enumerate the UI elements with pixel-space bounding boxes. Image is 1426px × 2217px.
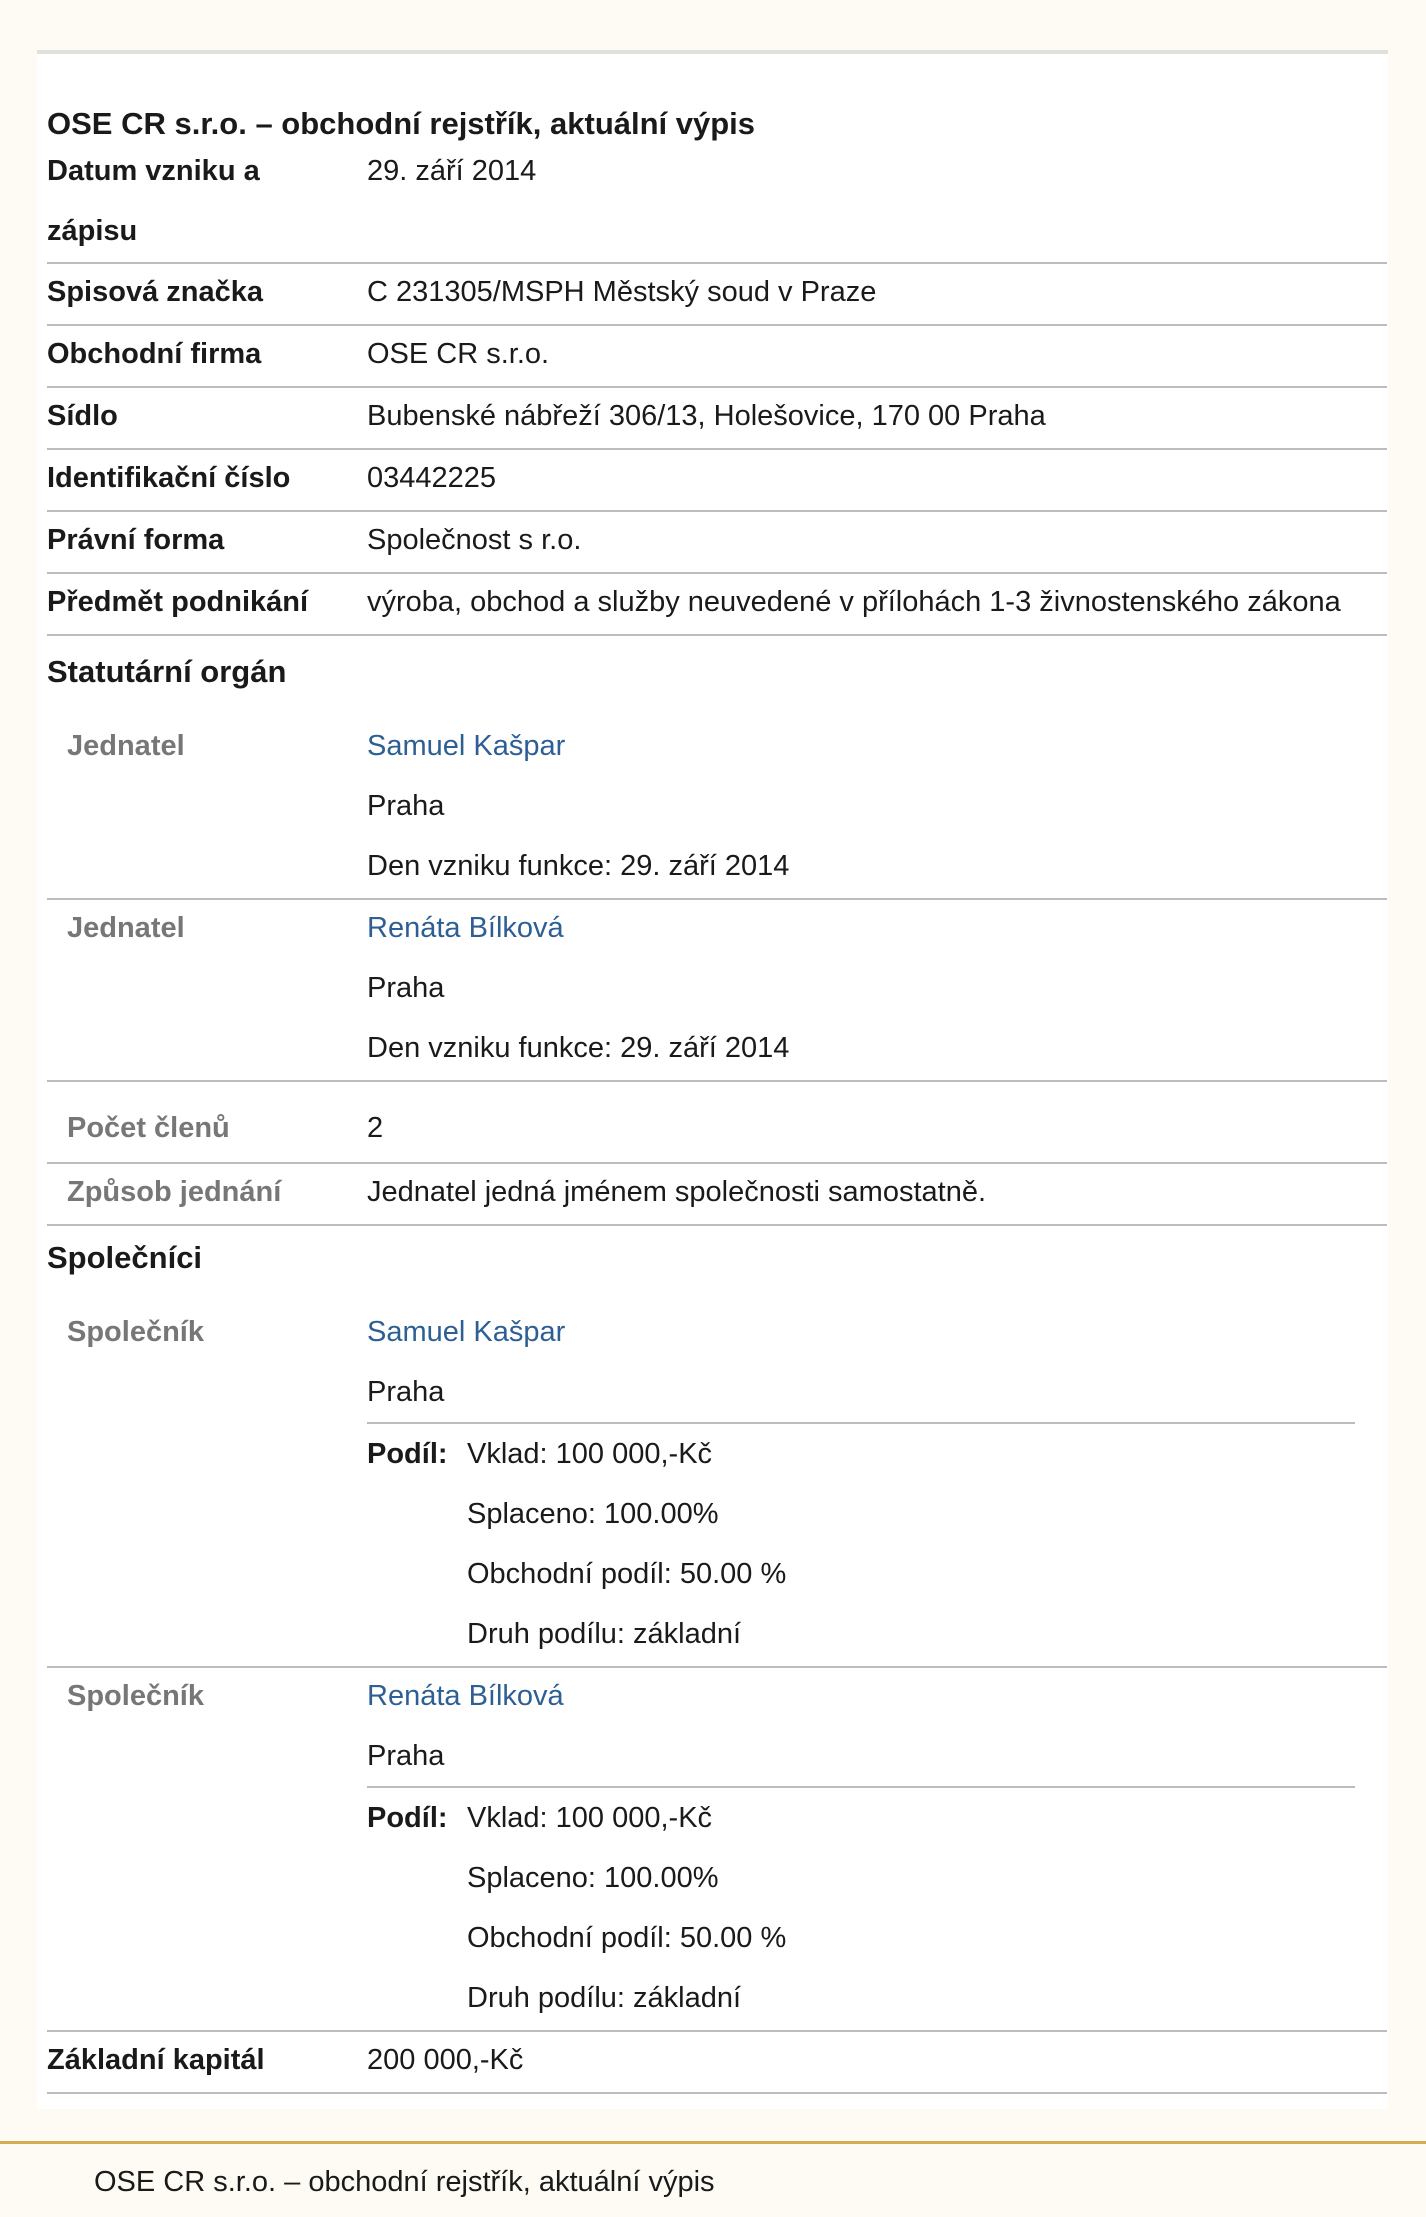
statutarni-member xyxy=(47,718,1387,900)
ico-label: Identifikační číslo xyxy=(47,462,291,494)
member-role: Jednatel xyxy=(67,730,185,762)
spisova-value: C 231305/MSPH Městský soud v Praze xyxy=(367,276,877,308)
forma-label: Právní forma xyxy=(47,524,225,556)
row-spisova xyxy=(47,264,1387,326)
spolecnik-city: Praha xyxy=(367,1376,445,1408)
member-since: Den vzniku funkce: 29. září 2014 xyxy=(367,850,790,882)
member-name-link[interactable]: Renáta Bílková xyxy=(367,912,564,944)
member-since: Den vzniku funkce: 29. září 2014 xyxy=(367,1032,790,1064)
podil-label: Podíl: xyxy=(367,1438,448,1470)
page-title: OSE CR s.r.o. – obchodní rejstřík, aktuální výpis xyxy=(47,106,756,141)
footer-text: OSE CR s.r.o. – obchodní rejstřík, aktuální výpis xyxy=(94,2166,715,2198)
podil-obchodni: Obchodní podíl: 50.00 % xyxy=(467,1922,787,1954)
podil-splaceno: Splaceno: 100.00% xyxy=(467,1862,719,1894)
row-forma xyxy=(47,512,1387,574)
kapital-label: Základní kapitál xyxy=(47,2044,265,2076)
spolecnik-role: Společník xyxy=(67,1680,204,1712)
firma-label: Obchodní firma xyxy=(47,338,262,370)
row-kapital xyxy=(47,2032,1387,2094)
datum-label-line1: Datum vzniku a xyxy=(47,155,260,187)
sidlo-label: Sídlo xyxy=(47,400,118,432)
podil-druh: Druh podílu: základní xyxy=(467,1618,742,1650)
zpusob-label: Způsob jednání xyxy=(67,1176,282,1208)
row-sidlo xyxy=(47,388,1387,450)
firma-value: OSE CR s.r.o. xyxy=(367,338,550,370)
podil-druh: Druh podílu: základní xyxy=(467,1982,742,2014)
podil-obchodni: Obchodní podíl: 50.00 % xyxy=(467,1558,787,1590)
pocet-label: Počet členů xyxy=(67,1112,230,1144)
predmet-value: výroba, obchod a služby neuvedené v přílohách 1-3 živnostenského zákona xyxy=(367,586,1341,618)
member-city: Praha xyxy=(367,972,445,1004)
statutarni-member xyxy=(47,900,1387,1082)
spolecnik-role: Společník xyxy=(67,1316,204,1348)
spolecnik-name-link[interactable]: Samuel Kašpar xyxy=(367,1316,566,1348)
register-card xyxy=(37,50,1388,2109)
row-pocet-clenu xyxy=(47,1082,1387,1164)
member-name-link[interactable]: Samuel Kašpar xyxy=(367,730,566,762)
member-role: Jednatel xyxy=(67,912,185,944)
spolecnik-name-link[interactable]: Renáta Bílková xyxy=(367,1680,564,1712)
spolecnik-item xyxy=(47,1668,1387,2032)
ico-value: 03442225 xyxy=(367,462,497,494)
spolecnik-city: Praha xyxy=(367,1740,445,1772)
forma-value: Společnost s r.o. xyxy=(367,524,582,556)
podil-divider xyxy=(367,1786,1355,1788)
spisova-label: Spisová značka xyxy=(47,276,263,308)
statutarni-heading: Statutární orgán xyxy=(47,654,287,689)
podil-vklad: Vklad: 100 000,-Kč xyxy=(467,1438,713,1470)
podil-splaceno: Splaceno: 100.00% xyxy=(467,1498,719,1530)
row-predmet xyxy=(47,574,1387,636)
predmet-label: Předmět podnikání xyxy=(47,586,309,618)
spolecnik-item xyxy=(47,1304,1387,1668)
pocet-value: 2 xyxy=(367,1112,384,1144)
podil-vklad: Vklad: 100 000,-Kč xyxy=(467,1802,713,1834)
row-ico xyxy=(47,450,1387,512)
datum-value: 29. září 2014 xyxy=(367,155,537,187)
datum-label-line2: zápisu xyxy=(47,215,138,247)
kapital-value: 200 000,-Kč xyxy=(367,2044,524,2076)
zpusob-value: Jednatel jedná jménem společnosti samostatně. xyxy=(367,1176,987,1208)
row-datum xyxy=(47,146,1387,264)
sidlo-value: Bubenské nábřeží 306/13, Holešovice, 170 00 Praha xyxy=(367,400,1046,432)
spolecnici-heading: Společníci xyxy=(47,1240,203,1275)
podil-divider xyxy=(367,1422,1355,1424)
page-footer xyxy=(0,2141,1426,2217)
podil-label: Podíl: xyxy=(367,1802,448,1834)
member-city: Praha xyxy=(367,790,445,822)
row-zpusob-jednani xyxy=(47,1164,1387,1226)
row-firma xyxy=(47,326,1387,388)
